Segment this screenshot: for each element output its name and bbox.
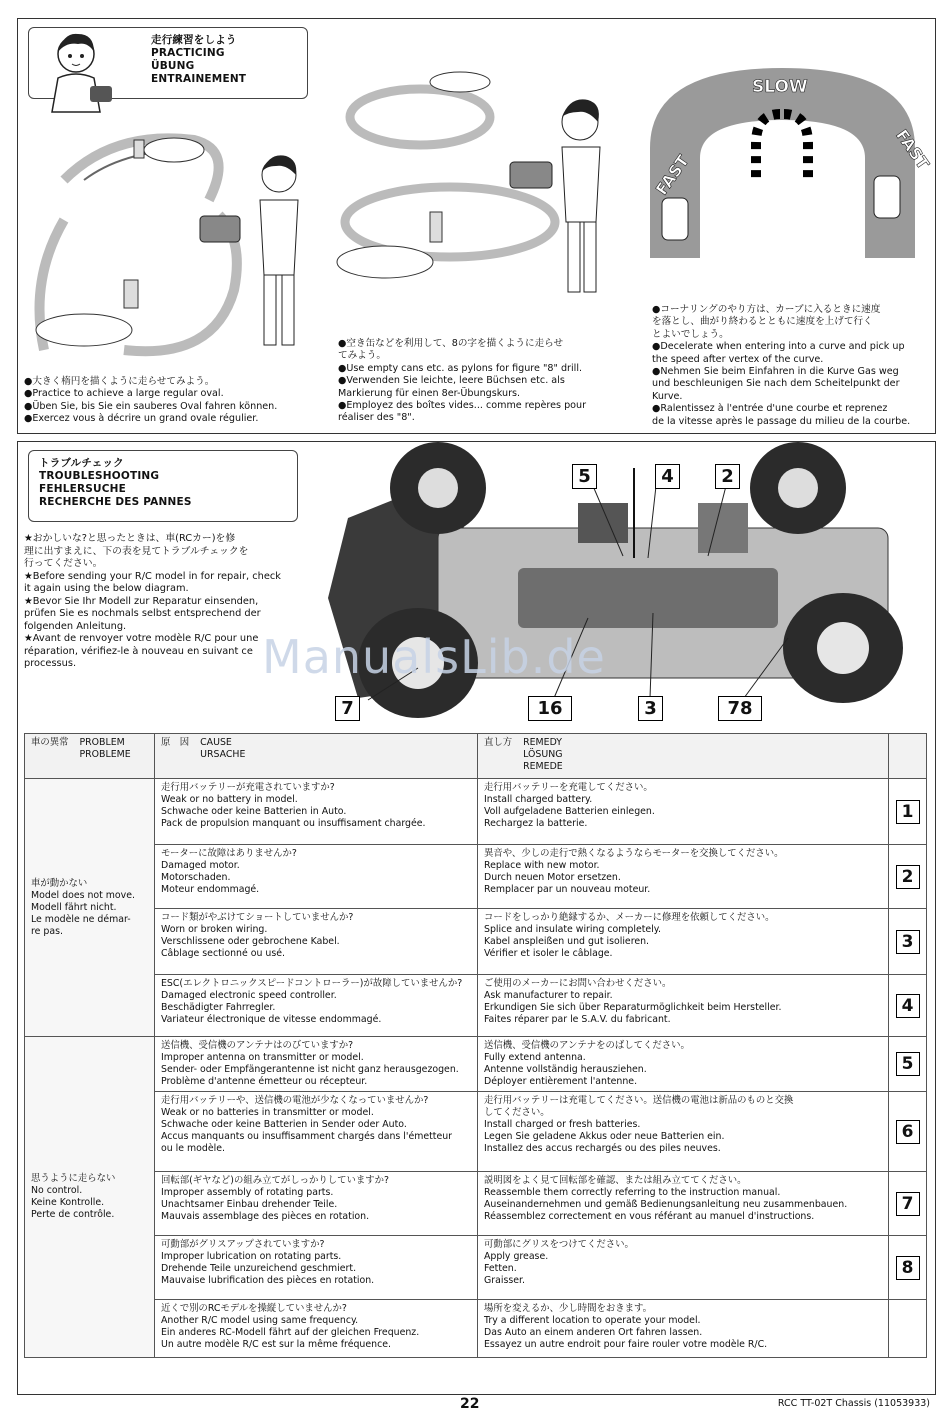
cause-line: 送信機、受信機のアンテナはのびていますか? [161,1040,354,1051]
cause-line: ou le modèle. [161,1143,225,1154]
caption-line: ●大きく楕円を描くように走らせてみよう。 [24,376,215,387]
problem-line: 車が動かない [31,877,88,889]
table-row [25,975,927,1037]
step-number-badge: 1 [896,800,920,824]
problem-line: Keine Kontrolle. [31,1197,105,1208]
oval-caption [24,376,277,426]
problem-line: 思うように走らない [31,1173,116,1184]
remedy-line: Erkundigen Sie sich über Reparaturmöglichkeit beim Hersteller. [484,1002,782,1013]
caption-line: ●Exercez vous à décrire un grand ovale régulier. [24,413,259,425]
header-ja: 車の異常 [31,737,69,748]
cause-cell [155,1236,478,1300]
slow-label: SLOW [752,77,808,97]
step-number-badge: 3 [896,930,920,954]
cause-line: モーターに故障はありませんか? [161,848,297,859]
page-number: 22 [460,1396,480,1412]
cause-line: 可動部がグリスアップされていますか? [161,1239,325,1250]
caption-line: ●Verwenden Sie leichte, leere Büchsen etc. als [338,375,565,387]
cornering-illustration [640,58,933,258]
troubleshooting-intro [24,533,281,671]
heading-de: ÜBUNG [151,60,195,72]
table-row [25,1236,927,1300]
caption-line: the speed after vertex of the curve. [652,353,824,365]
intro-line: it again using the below diagram. [24,583,189,594]
remedy-line: 可動部にグリスをつけてください。 [484,1239,634,1250]
remedy-line: Install charged or fresh batteries. [484,1119,641,1130]
cause-line: Improper assembly of rotating parts. [161,1187,334,1198]
intro-line: 行ってください。 [24,558,103,569]
cause-cell [155,779,478,845]
problem-line: Model does not move. [31,889,135,901]
remedy-cell [478,909,889,975]
cause-line: Weak or no batteries in transmitter or model. [161,1107,374,1118]
cause-line: Un autre modèle R/C est sur la même fréquence. [161,1339,391,1350]
remedy-line: Voll aufgeladene Batterien einlegen. [484,806,655,817]
troubleshooting-heading [28,450,298,522]
chassis-illustration [318,448,930,728]
problem-line: Modell fährt nicht. [31,901,117,913]
table-row [25,1172,927,1236]
remedy-line: Déployer entièrement l'antenne. [484,1076,638,1087]
remedy-line: Legen Sie geladene Akkus oder neue Batterien ein. [484,1131,725,1142]
cause-line: Unachtsamer Einbau drehender Teile. [161,1199,338,1210]
intro-line: prüfen Sie es nochmals selbst entsprechend der [24,608,261,619]
remedy-cell [478,1236,889,1300]
fast-label-right: FAST [892,125,933,173]
number-header [889,734,927,779]
watermark-text: ManualsLib.de [262,630,606,684]
cause-line: ESC(エレクトロニックスピードコントローラー)が故障していませんか? [161,978,463,989]
intro-line: ★Avant de renvoyer votre modèle R/C pour une [24,633,259,644]
remedy-header [478,734,889,779]
step-number-badge: 4 [896,994,920,1018]
cause-line: 近くで別のRCモデルを操縦していませんか? [161,1303,347,1314]
remedy-line: してください。 [484,1107,550,1118]
cause-line: Verschlissene oder gebrochene Kabel. [161,936,340,947]
cornering-caption [652,304,910,428]
number-cell [889,1092,927,1172]
cause-line: Motorschaden. [161,872,231,883]
chassis-label-7: 7 [335,696,360,721]
number-cell [889,975,927,1037]
remedy-line: Antenne vollständig herausziehen. [484,1064,647,1075]
step-number-badge: 2 [896,865,920,889]
number-cell [889,1236,927,1300]
cause-line: Worn or broken wiring. [161,924,268,935]
figure-eight-caption [338,338,586,425]
caption-line: ●Üben Sie, bis Sie ein sauberes Oval fahren können. [24,400,278,412]
heading-en: PRACTICING [151,47,225,59]
remedy-line: Das Auto an einem anderen Ort fahren lassen. [484,1327,703,1338]
header-en: REMEDY [523,737,563,748]
problem-cell [25,779,155,1037]
number-cell [889,779,927,845]
header-ja: 原 因 [161,737,190,748]
document-id: RCC TT-02T Chassis (11053933) [777,1398,930,1409]
cause-line: Improper lubrication on rotating parts. [161,1251,342,1262]
step-number-badge: 5 [896,1052,920,1076]
cause-line: Damaged electronic speed controller. [161,990,337,1001]
cause-line: 走行用バッテリーが充電されていますか? [161,782,335,793]
problem-cell [25,1037,155,1358]
remedy-line: Installez des accus rechargés ou des piles neuves. [484,1143,721,1154]
remedy-line: 送信機、受信機のアンテナをのばしてください。 [484,1040,690,1051]
table-row [25,909,927,975]
heading-ja: トラブルチェック [39,457,124,469]
table-row [25,1092,927,1172]
caption-line: てみよう。 [338,350,386,362]
header-en: CAUSE [200,737,232,748]
heading-ja: 走行練習をしよう [151,34,237,46]
cause-line: Mauvaise lubrification des pièces en rotation. [161,1275,375,1286]
heading-en: TROUBLESHOOTING [39,470,160,482]
remedy-line: 場所を変えるか、少し時間をおきます。 [484,1303,653,1314]
step-number-badge: 7 [896,1192,920,1216]
caption-line: Markierung für einen 8er-Übungskurs. [338,387,521,399]
problem-header [25,734,155,779]
header-de: URSACHE [200,749,246,760]
remedy-line: 走行用バッテリーを充電してください。 [484,782,653,793]
problem-line: Perte de contrôle. [31,1209,115,1220]
cause-cell [155,909,478,975]
remedy-line: Ask manufacturer to repair. [484,990,613,1001]
header-fr: REMEDE [523,761,563,772]
remedy-cell [478,1300,889,1358]
intro-line: folgenden Anleitung. [24,620,127,632]
remedy-line: 走行用バッテリーは充電してください。送信機の電池は新品のものと交換 [484,1095,794,1106]
intro-line: 理に出すまえに、下の表を見てトラブルチェックを [24,545,249,557]
remedy-line: Réassemblez correctement en vous référant au manuel d'instructions. [484,1211,815,1222]
cause-line: Damaged motor. [161,860,240,871]
header-de: LÖSUNG [523,749,563,760]
remedy-line: Vérifier et isoler le câblage. [484,948,613,959]
remedy-line: 説明図をよく見て回転部を確認、または組み立ててください。 [484,1175,747,1186]
caption-line: ●Practice to achieve a large regular oval. [24,388,224,400]
number-cell [889,1037,927,1092]
intro-line: processus. [24,658,77,669]
cause-cell [155,845,478,909]
cause-line: Moteur endommagé. [161,884,260,895]
remedy-line: ご使用のメーカーにお問い合わせください。 [484,978,672,989]
remedy-line: Faites réparer par le S.A.V. du fabricant. [484,1014,671,1025]
caption-line: ●空き缶などを利用して、8の字を描くように走らせ [338,338,564,349]
remedy-line: Fetten. [484,1263,517,1274]
cause-cell [155,1300,478,1358]
fast-label-left: FAST [651,151,693,199]
caption-line: ●Ralentissez à l'entrée d'une courbe et reprenez [652,403,888,415]
remedy-line: Splice and insulate wiring completely. [484,924,661,935]
table-row [25,845,927,909]
cause-line: コード類がやぶけてショートしていませんか? [161,912,354,923]
intro-line: ★Before sending your R/C model in for repair, check [24,570,281,582]
cause-line: 走行用バッテリーや、送信機の電池が少なくなっていませんか? [161,1095,429,1106]
caption-line: ●Use empty cans etc. as pylons for figure "8" drill. [338,362,583,374]
boy-with-transmitter-icon [34,22,124,122]
caption-line: und beschleunigen Sie nach dem Scheitelpunkt der [652,378,900,390]
remedy-line: Replace with new motor. [484,860,600,871]
heading-fr: ENTRAINEMENT [151,73,247,85]
step-number-badge: 6 [896,1120,920,1144]
cause-cell [155,975,478,1037]
cause-line: Accus manquants ou insuffisamment chargés dans l'émetteur [161,1131,453,1142]
intro-line: ★おかしいな?と思ったときは、車(RCカー)を修 [24,533,236,544]
remedy-line: Graisser. [484,1275,525,1286]
remedy-cell [478,1037,889,1092]
cause-cell [155,1092,478,1172]
header-fr: PROBLEME [79,749,131,760]
chassis-label-78: 78 [718,696,762,721]
cause-line: Improper antenna on transmitter or model. [161,1052,364,1063]
step-number-badge: 8 [896,1256,920,1280]
cause-cell [155,1172,478,1236]
remedy-line: Try a different location to operate your model. [484,1315,701,1326]
cause-line: Variateur électronique de vitesse endommagé. [161,1014,382,1025]
caption-line: を落とし、曲がり終わるとともに速度を上げて行く [652,316,873,328]
remedy-line: Rechargez la batterie. [484,818,588,829]
caption-line: ●コーナリングのやり方は、カーブに入るときに速度 [652,304,881,315]
cause-cell [155,1037,478,1092]
remedy-line: Kabel anspleißen und gut isolieren. [484,936,650,947]
remedy-line: コードをしっかり絶縁するか、メーカーに修理を依頼してください。 [484,912,775,923]
problem-line: No control. [31,1185,83,1196]
cause-line: Schwache oder keine Batterien in Auto. [161,806,347,817]
caption-line: Kurve. [652,390,683,402]
table-row [25,1300,927,1358]
header-ja: 直し方 [484,737,513,748]
cause-line: Mauvais assemblage des pièces en rotation. [161,1211,370,1222]
remedy-line: Remplacer par un nouveau moteur. [484,884,651,895]
chassis-label-2: 2 [715,464,740,489]
cause-line: Another R/C model using same frequency. [161,1315,359,1326]
number-cell [889,1172,927,1236]
cause-line: Drehende Teile unzureichend geschmiert. [161,1263,357,1274]
cause-line: Weak or no battery in model. [161,794,298,805]
cause-line: 回転部(ギヤなど)の組み立てがしっかりしていますか? [161,1175,389,1186]
chassis-label-4: 4 [655,464,680,489]
problem-line: Le modèle ne démar- [31,913,131,925]
table-row [25,1037,927,1092]
cause-line: Ein anderes RC-Modell fährt auf der gleichen Frequenz. [161,1327,420,1338]
remedy-line: Apply grease. [484,1251,549,1262]
remedy-line: Install charged battery. [484,794,593,805]
caption-line: とよいでしょう。 [652,328,729,340]
intro-line: réparation, vérifiez-le à nouveau en suivant ce [24,645,253,657]
cause-line: Sender- oder Empfängerantenne ist nicht ganz herausgezogen. [161,1064,459,1075]
oval-track-illustration [24,120,324,370]
remedy-cell [478,1092,889,1172]
intro-line: ★Bevor Sie Ihr Modell zur Reparatur einsenden, [24,595,259,607]
heading-de: FEHLERSUCHE [39,483,127,495]
remedy-line: Fully extend antenna. [484,1052,586,1063]
chassis-label-3: 3 [638,696,663,721]
heading-fr: RECHERCHE DES PANNES [39,496,192,508]
cause-line: Beschädigter Fahrregler. [161,1002,276,1013]
caption-line: ●Employez des boîtes vides... comme repères pour [338,400,587,412]
cause-header [155,734,478,779]
table-row [25,779,927,845]
cause-line: Câblage sectionné ou usé. [161,948,285,959]
caption-line: de la vitesse après le passage du milieu de la courbe. [652,415,911,427]
number-cell [889,1300,927,1358]
remedy-line: Reassemble them correctly referring to the instruction manual. [484,1187,781,1198]
remedy-line: Durch neuen Motor ersetzen. [484,872,621,883]
remedy-cell [478,1172,889,1236]
caption-line: ●Decelerate when entering into a curve and pick up [652,341,905,353]
troubleshooting-table [24,733,927,1358]
remedy-cell [478,845,889,909]
caption-line: ●Nehmen Sie beim Einfahren in die Kurve Gas weg [652,366,899,378]
chassis-label-5: 5 [572,464,597,489]
figure-eight-track-illustration [330,62,630,332]
number-cell [889,845,927,909]
cause-line: Problème d'antenne émetteur ou récepteur. [161,1076,368,1087]
number-cell [889,909,927,975]
cause-line: Pack de propulsion manquant ou insuffisament chargée. [161,818,426,829]
header-en: PROBLEM [79,737,125,748]
caption-line: réaliser des "8". [338,412,415,424]
remedy-line: Essayez un autre endroit pour faire rouler votre modèle R/C. [484,1339,768,1350]
cause-line: Schwache oder keine Batterien in Sender oder Auto. [161,1119,407,1130]
table-header-row [25,734,927,779]
remedy-cell [478,779,889,845]
remedy-line: 異音や、少しの走行で熱くなるようならモーターを交換してください。 [484,848,784,859]
remedy-cell [478,975,889,1037]
problem-line: re pas. [31,925,63,937]
remedy-line: Auseinandernehmen und gemäß Bedienungsanleitung neu zusammenbauen. [484,1199,848,1210]
chassis-label-16: 16 [528,696,572,721]
